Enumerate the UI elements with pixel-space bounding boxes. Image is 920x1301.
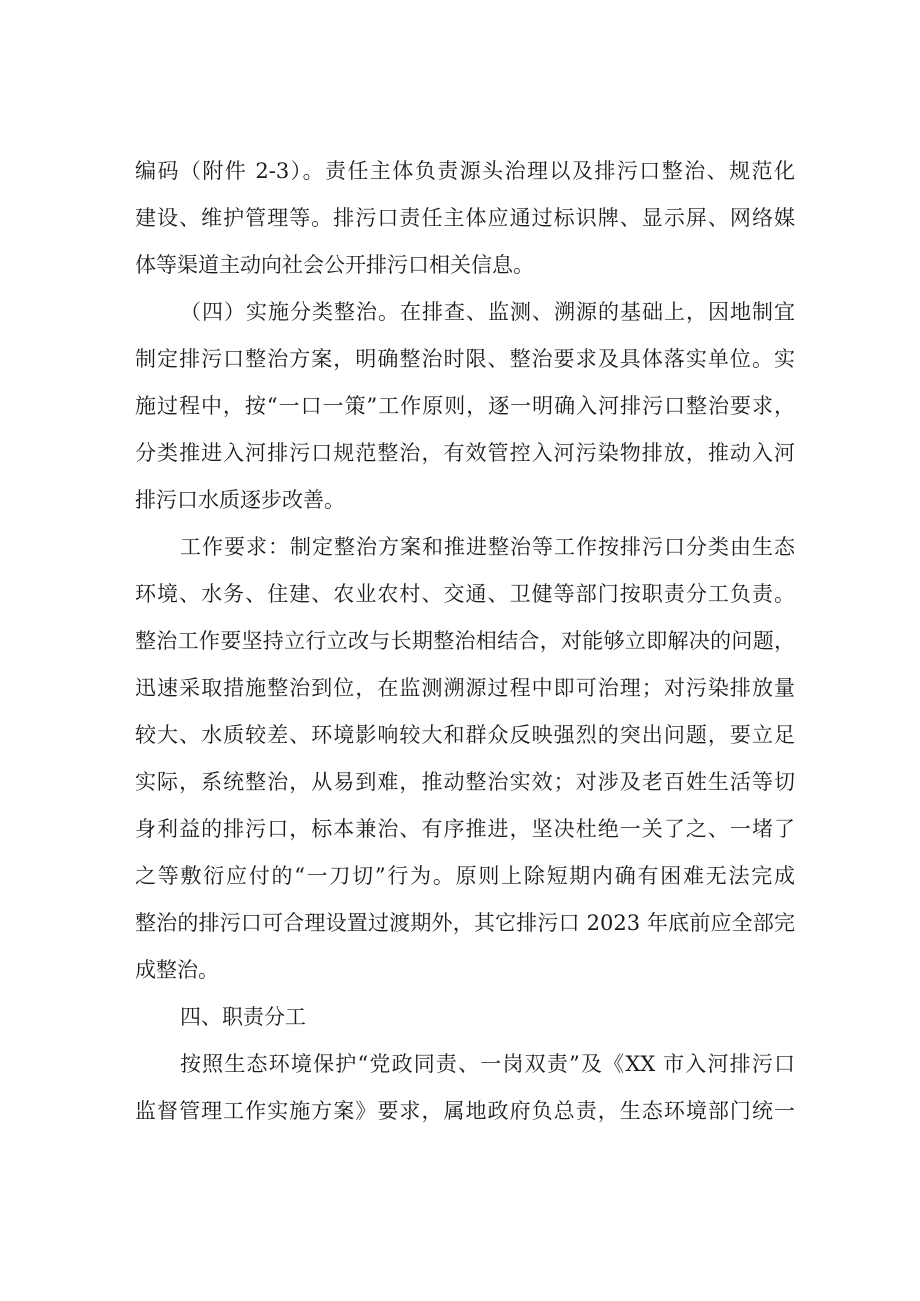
text-line: 整治的排污口可合理设置过渡期外，其它排污口 2023 年底前应全部完 (135, 911, 795, 935)
text-line: 整治工作要坚持立行立改与长期整治相结合，对能够立即解决的问题， (135, 629, 795, 653)
text-line: 制定排污口整治方案，明确整治时限、整治要求及具体落实单位。实 (135, 347, 795, 371)
text-line: 迅速采取措施整治到位，在监测溯源过程中即可治理；对污染排放量 (135, 676, 795, 700)
text-line: 实际，系统整治，从易到难，推动整治实效；对涉及老百姓生活等切 (135, 770, 795, 794)
text-line: 较大、水质较差、环境影响较大和群众反映强烈的突出问题，要立足 (135, 723, 795, 747)
text-line: 排污口水质逐步改善。 (135, 488, 345, 512)
paragraph-first-line: 工作要求：制定整治方案和推进整治等工作按排污口分类由生态 (180, 535, 795, 559)
text-line: 分类推进入河排污口规范整治，有效管控入河污染物排放，推动入河 (135, 441, 795, 465)
text-line: 监督管理工作实施方案》要求，属地政府负总责，生态环境部门统一 (135, 1099, 795, 1123)
text-line: 建设、维护管理等。排污口责任主体应通过标识牌、显示屏、网络媒 (135, 206, 795, 230)
section-heading-line: （四）实施分类整治。在排查、监测、溯源的基础上，因地制宜 (180, 300, 795, 324)
paragraph-first-line: 按照生态环境保护“党政同责、一岗双责”及《XX 市入河排污口 (180, 1052, 795, 1076)
text-line: 身利益的排污口，标本兼治、有序推进，坚决杜绝一关了之、一堵了 (135, 817, 795, 841)
text-line: 环境、水务、住建、农业农村、交通、卫健等部门按职责分工负责。 (135, 582, 795, 606)
text-line: 之等敷衍应付的“一刀切”行为。原则上除短期内确有困难无法完成 (135, 864, 795, 888)
section-heading: 四、职责分工 (180, 1005, 306, 1029)
text-line: 成整治。 (135, 958, 219, 982)
text-line: 体等渠道主动向社会公开排污口相关信息。 (135, 253, 534, 277)
text-line: 施过程中，按“一口一策”工作原则，逐一明确入河排污口整治要求， (135, 394, 795, 418)
text-line: 编码（附件 2-3）。责任主体负责源头治理以及排污口整治、规范化 (135, 159, 795, 183)
